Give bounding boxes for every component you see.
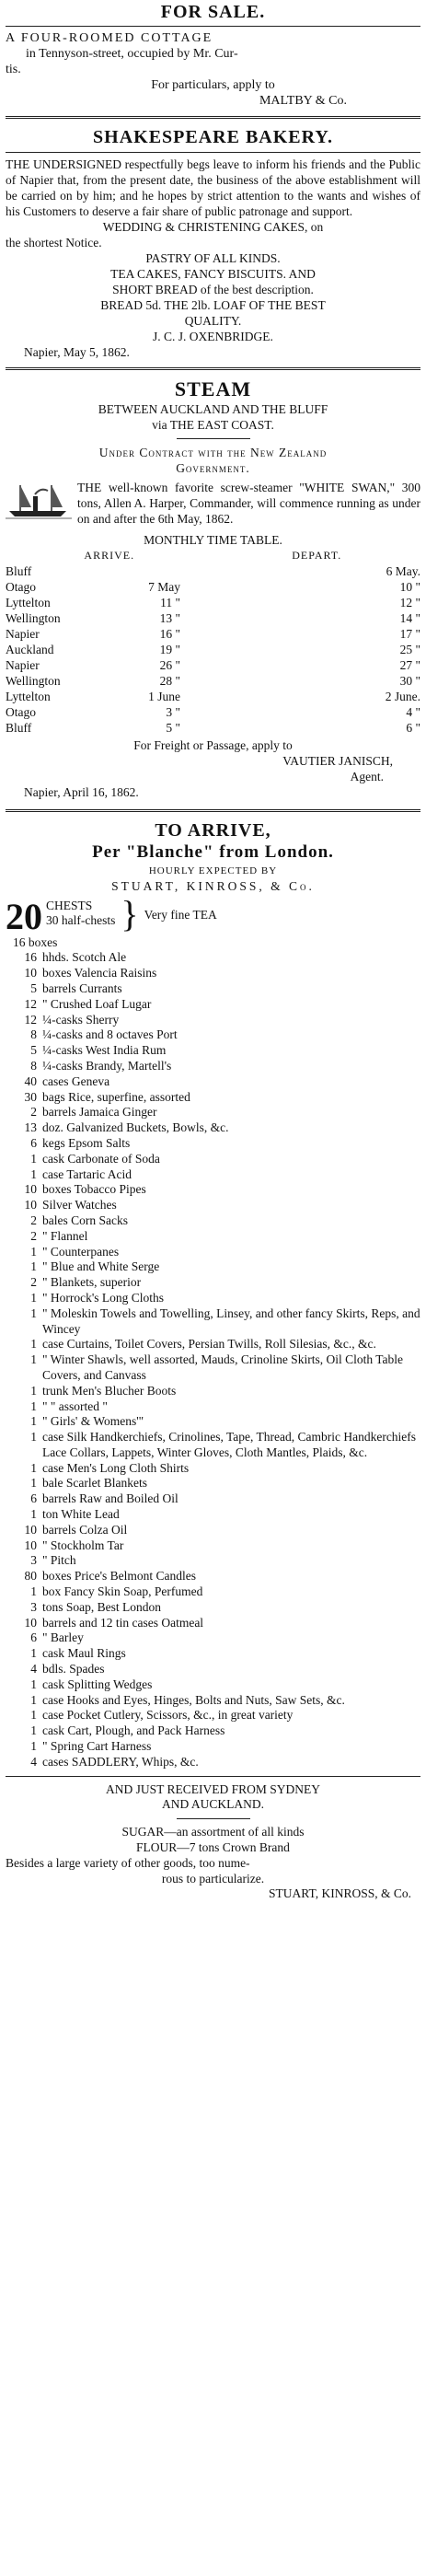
goods-item <box>11 1291 420 1306</box>
goods-item <box>11 1646 420 1662</box>
goods-item <box>11 1352 420 1384</box>
arrive-hourly: HOURLY EXPECTED BY <box>148 865 278 876</box>
bakery-line-1: WEDDING & CHRISTENING CAKES, on <box>102 220 324 234</box>
depart-date: 27 " <box>399 658 420 672</box>
goods-description: box Fancy Skin Soap, Perfumed <box>42 1584 203 1599</box>
bakery-line-5: SHORT BREAD of the best description. <box>112 283 314 296</box>
goods-description: barrels Currants <box>42 981 122 995</box>
arrive-date: 7 May <box>148 580 180 594</box>
arrive-place: Auckland <box>6 643 54 656</box>
bakery-date: Napier, May 5, 1862. <box>24 345 130 359</box>
goods-quantity: 1 <box>30 1739 37 1754</box>
goods-description: case Hooks and Eyes, Hinges, Bolts and Nuts, Saw Sets, &c. <box>42 1692 345 1707</box>
depart-date: 30 " <box>399 674 420 688</box>
timetable <box>6 563 420 736</box>
arrive-place: Lyttelton <box>6 596 51 609</box>
timetable-arrive <box>6 579 180 595</box>
timetable-depart <box>191 673 420 689</box>
timetable-depart <box>191 610 420 626</box>
timetable-arrive <box>6 689 180 704</box>
divider <box>6 809 420 812</box>
arrive-place: Wellington <box>6 674 61 688</box>
goods-item <box>11 1523 420 1538</box>
depart-date: 6 May. <box>386 564 420 578</box>
steam-contract-1: Under Contract with the New Zealand <box>98 446 328 459</box>
goods-description: " Winter Shawls, well assorted, Mauds, Crinoline Skirts, Oil Cloth Table Covers, and Canvass <box>42 1352 403 1382</box>
goods-description: cask Splitting Wedges <box>42 1677 153 1691</box>
goods-quantity: 5 <box>30 981 37 995</box>
for-sale-body <box>6 30 420 109</box>
timetable-header <box>6 548 420 563</box>
goods-item <box>11 1723 420 1739</box>
goods-quantity: 1 <box>30 1244 37 1259</box>
arrive-place: Bluff <box>6 564 32 578</box>
timetable-row <box>6 563 420 579</box>
goods-item <box>11 1074 420 1090</box>
goods-quantity: 6 <box>30 1630 37 1645</box>
goods-description: bale Scarlet Blankets <box>42 1476 147 1491</box>
closing-firm: STUART, KINROSS, & Co. <box>269 1886 411 1901</box>
goods-quantity: 10 <box>24 1522 37 1537</box>
goods-item <box>11 1167 420 1183</box>
arrive-date: 19 " <box>159 643 180 656</box>
arrive-place: Napier <box>6 627 40 641</box>
goods-quantity: 2 <box>30 1105 37 1120</box>
timetable-row <box>6 642 420 657</box>
arrive-date: 11 " <box>160 596 180 609</box>
goods-description: " Crushed Loaf Lugar <box>42 996 152 1011</box>
for-sale-firm: MALTBY & Co. <box>259 94 347 108</box>
arrive-place: Wellington <box>6 611 61 625</box>
sugar-line: SUGAR—an assortment of all kinds <box>121 1825 305 1839</box>
for-sale-line-1: A FOUR-ROOMED COTTAGE <box>6 31 213 45</box>
tea-quantity: 20 <box>6 895 42 937</box>
timetable-depart <box>191 657 420 673</box>
goods-item <box>11 997 420 1013</box>
goods-item <box>11 1027 420 1043</box>
bakery-line-2: the shortest Notice. <box>6 236 102 249</box>
divider <box>177 1818 250 1819</box>
goods-description: " Moleskin Towels and Towelling, Linsey, and other fancy Skirts, Reps, and Wincey <box>42 1305 420 1336</box>
goods-quantity: 2 <box>30 1228 37 1243</box>
steamship-icon <box>6 480 72 520</box>
goods-item <box>11 1229 420 1245</box>
depart-date: 12 " <box>399 596 420 609</box>
timetable-depart <box>191 563 420 579</box>
depart-date: 14 " <box>399 611 420 625</box>
arrive-date: 26 " <box>159 658 180 672</box>
goods-description: ¼-casks West India Rum <box>42 1043 167 1058</box>
divider <box>6 1776 420 1777</box>
arrive-label: ARRIVE. <box>84 549 135 562</box>
goods-quantity: 12 <box>24 996 37 1011</box>
goods-item <box>11 1507 420 1523</box>
timetable-depart <box>191 642 420 657</box>
goods-description: trunk Men's Blucher Boots <box>42 1383 177 1398</box>
timetable-row <box>6 595 420 610</box>
goods-quantity: 1 <box>30 1352 37 1367</box>
received-line-1: AND JUST RECEIVED FROM SYDNEY <box>105 1781 321 1796</box>
goods-item <box>11 1259 420 1275</box>
goods-description: boxes Valencia Raisins <box>42 966 157 981</box>
steam-date: Napier, April 16, 1862. <box>24 785 139 799</box>
goods-quantity: 2 <box>30 1275 37 1290</box>
goods-description: barrels Colza Oil <box>42 1522 128 1537</box>
goods-item <box>11 1569 420 1584</box>
timetable-depart <box>191 720 420 736</box>
tea-description: Very fine TEA <box>144 907 217 922</box>
arrive-date: 28 " <box>159 674 180 688</box>
goods-description: " Blue and White Serge <box>42 1259 160 1274</box>
goods-item <box>11 1708 420 1723</box>
goods-item <box>11 1043 420 1059</box>
goods-item <box>11 1414 420 1430</box>
timetable-row <box>6 704 420 720</box>
goods-quantity: 1 <box>30 1290 37 1305</box>
goods-quantity: 6 <box>30 1135 37 1150</box>
depart-date: 4 " <box>406 705 420 719</box>
steam-agent-name: VAUTIER JANISCH, <box>282 754 393 768</box>
goods-quantity: 8 <box>30 1027 37 1042</box>
goods-item <box>11 1630 420 1646</box>
goods-quantity: 1 <box>30 1677 37 1691</box>
goods-description: case Pocket Cutlery, Scissors, &c., in great variety <box>42 1708 294 1723</box>
timetable-row <box>6 657 420 673</box>
goods-item <box>11 966 420 981</box>
goods-quantity: 1 <box>30 1723 37 1738</box>
depart-label: DEPART. <box>292 549 342 562</box>
arrive-firm: STUART, KINROSS, & Co. <box>111 878 315 893</box>
divider <box>6 152 420 153</box>
goods-quantity: 12 <box>24 1012 37 1027</box>
arrive-date: 3 " <box>166 705 180 719</box>
goods-description: " Counterpanes <box>42 1244 120 1259</box>
goods-quantity: 1 <box>30 1692 37 1707</box>
timetable-arrive <box>6 673 180 689</box>
goods-description: doz. Galvanized Buckets, Bowls, &c. <box>42 1120 229 1135</box>
depart-date: 17 " <box>399 627 420 641</box>
goods-item <box>11 1275 420 1291</box>
goods-description: bags Rice, superfine, assorted <box>42 1089 190 1104</box>
arrive-date: 5 " <box>166 721 180 735</box>
goods-quantity: 1 <box>30 1305 37 1320</box>
bakery-line-4: TEA CAKES, FANCY BISCUITS. AND <box>110 267 316 281</box>
goods-description: " Spring Cart Harness <box>42 1739 152 1754</box>
goods-quantity: 10 <box>24 1198 37 1213</box>
goods-item <box>11 1136 420 1152</box>
goods-item <box>11 1384 420 1399</box>
divider <box>177 438 250 439</box>
for-sale-section <box>6 0 420 24</box>
goods-item <box>11 1090 420 1106</box>
besides-line-2: rous to particularize. <box>161 1871 265 1886</box>
depart-date: 25 " <box>399 643 420 656</box>
goods-quantity: 16 <box>24 950 37 965</box>
steam-paragraph: THE well-known favorite screw-steamer "WHITE SWAN," 300 tons, Allen A. Harper, Commander, will commence running as under on and after the 6th May, 1862. <box>77 481 420 526</box>
steam-contract-2: Government. <box>176 461 250 475</box>
depart-date: 10 " <box>399 580 420 594</box>
goods-description: ¼-casks Brandy, Martell's <box>42 1058 172 1073</box>
goods-quantity: 40 <box>24 1073 37 1088</box>
goods-description: " Barley <box>42 1630 84 1645</box>
goods-item <box>11 1013 420 1028</box>
goods-item <box>11 1662 420 1677</box>
goods-quantity: 1 <box>30 1151 37 1166</box>
divider <box>6 367 420 370</box>
timetable-arrive <box>6 704 180 720</box>
goods-item <box>11 1461 420 1477</box>
goods-description: " Horrock's Long Cloths <box>42 1290 165 1305</box>
timetable-arrive <box>6 563 180 579</box>
goods-description: " Stockholm Tar <box>42 1537 124 1552</box>
depart-date: 2 June. <box>385 690 420 703</box>
goods-description: " Girls' & Womens'" <box>42 1414 144 1429</box>
timetable-depart <box>191 689 420 704</box>
goods-quantity: 10 <box>24 966 37 981</box>
timetable-title: MONTHLY TIME TABLE. <box>144 533 282 547</box>
goods-quantity: 6 <box>30 1491 37 1506</box>
bakery-line-6: BREAD 5d. THE 2lb. LOAF OF THE BEST <box>100 298 326 312</box>
goods-description: tons Soap, Best London <box>42 1599 162 1614</box>
goods-quantity: 10 <box>24 1182 37 1197</box>
arrive-body <box>6 864 420 1902</box>
arrive-place: Bluff <box>6 721 32 735</box>
bakery-paragraph: THE UNDERSIGNED respectfully begs leave to inform his friends and the Public of Napier that, from the present date, the business of the above establishment will be carried on by him; and he hopes by strict attention to the wants and wishes of his Customers to deserve a fair share of public patronage and support. <box>6 157 420 218</box>
goods-quantity: 10 <box>24 1537 37 1552</box>
goods-description: barrels Raw and Boiled Oil <box>42 1491 178 1506</box>
goods-quantity: 1 <box>30 1476 37 1491</box>
goods-item <box>11 950 420 966</box>
goods-quantity: 3 <box>30 1553 37 1568</box>
goods-description: cask Cart, Plough, and Pack Harness <box>42 1723 225 1738</box>
for-sale-line-3: tis. <box>6 63 21 76</box>
arrive-place: Otago <box>6 705 36 719</box>
bakery-line-3: PASTRY OF ALL KINDS. <box>145 251 281 265</box>
goods-item <box>11 1213 420 1229</box>
tea-block <box>6 892 420 937</box>
goods-description: cask Carbonate of Soda <box>42 1151 160 1166</box>
goods-quantity: 1 <box>30 1460 37 1475</box>
goods-description: barrels and 12 tin cases Oatmeal <box>42 1615 204 1630</box>
goods-description: barrels Jamaica Ginger <box>42 1105 157 1120</box>
timetable-depart <box>191 704 420 720</box>
goods-description: " " assorted " <box>42 1398 108 1413</box>
goods-description: case Tartaric Acid <box>42 1166 132 1181</box>
arrive-date: 1 June <box>148 690 180 703</box>
goods-item <box>11 1693 420 1709</box>
arrive-subtitle: Per "Blanche" from London. <box>92 842 334 862</box>
depart-date: 6 " <box>406 721 420 735</box>
arrive-title: TO ARRIVE, <box>155 820 271 841</box>
bakery-line-7: QUALITY. <box>184 314 242 328</box>
goods-item <box>11 1739 420 1755</box>
goods-description: boxes Tobacco Pipes <box>42 1182 146 1197</box>
goods-description: hhds. Scotch Ale <box>42 950 127 965</box>
tea-chests-2: 30 half-chests <box>46 913 116 928</box>
arrive-place: Otago <box>6 580 36 594</box>
goods-item <box>11 1677 420 1693</box>
goods-description: ¼-casks Sherry <box>42 1012 120 1027</box>
arrive-place: Napier <box>6 658 40 672</box>
goods-quantity: 1 <box>30 1708 37 1723</box>
arrive-date: 13 " <box>159 611 180 625</box>
goods-item <box>11 1105 420 1120</box>
goods-item <box>11 1476 420 1491</box>
timetable-arrive <box>6 626 180 642</box>
goods-quantity: 2 <box>30 1213 37 1227</box>
goods-item <box>11 1430 420 1461</box>
goods-quantity: 1 <box>30 1430 37 1445</box>
timetable-depart <box>191 595 420 610</box>
for-sale-apply: For particulars, apply to <box>151 78 275 92</box>
goods-item <box>11 1399 420 1415</box>
goods-description: kegs Epsom Salts <box>42 1135 131 1150</box>
arrive-place: Lyttelton <box>6 690 51 703</box>
timetable-row <box>6 579 420 595</box>
goods-item <box>11 1553 420 1569</box>
goods-item <box>11 1755 420 1770</box>
goods-description: bales Corn Sacks <box>42 1213 128 1227</box>
steam-agent-title: Agent. <box>350 770 384 783</box>
timetable-arrive <box>6 657 180 673</box>
goods-item <box>11 1198 420 1213</box>
goods-quantity: 1 <box>30 1414 37 1429</box>
divider <box>6 116 420 119</box>
timetable-depart <box>191 626 420 642</box>
goods-quantity: 80 <box>24 1569 37 1584</box>
goods-quantity: 30 <box>24 1089 37 1104</box>
timetable-row <box>6 626 420 642</box>
goods-quantity: 10 <box>24 1615 37 1630</box>
goods-quantity: 5 <box>30 1043 37 1058</box>
goods-quantity: 1 <box>30 1166 37 1181</box>
goods-description: boxes Price's Belmont Candles <box>42 1569 197 1584</box>
goods-description: " Flannel <box>42 1228 88 1243</box>
goods-item <box>11 1059 420 1074</box>
goods-description: bdls. Spades <box>42 1662 105 1677</box>
goods-quantity: 1 <box>30 1337 37 1352</box>
steam-subtitle-1: BETWEEN AUCKLAND AND THE BLUFF <box>98 402 328 416</box>
tea-chests-1: CHESTS <box>46 898 93 912</box>
goods-item <box>11 1245 420 1260</box>
goods-item <box>11 1306 420 1338</box>
timetable-arrive <box>6 720 180 736</box>
goods-item <box>11 1120 420 1136</box>
besides-line-1: Besides a large variety of other goods, too nume- <box>6 1855 250 1870</box>
timetable-arrive <box>6 610 180 626</box>
steam-body <box>6 401 420 800</box>
goods-item <box>11 1600 420 1616</box>
goods-item <box>11 1337 420 1352</box>
goods-description: cases Geneva <box>42 1073 110 1088</box>
goods-quantity: 3 <box>30 1599 37 1614</box>
goods-quantity: 1 <box>30 1646 37 1661</box>
steam-subtitle-2: via THE EAST COAST. <box>152 418 274 432</box>
goods-item <box>11 1584 420 1600</box>
flour-line: FLOUR—7 tons Crown Brand <box>136 1840 290 1855</box>
timetable-row <box>6 610 420 626</box>
goods-item <box>11 1491 420 1507</box>
goods-list <box>11 950 420 1770</box>
goods-item <box>11 1182 420 1198</box>
for-sale-title: FOR SALE. <box>160 2 266 22</box>
goods-description: Silver Watches <box>42 1198 117 1213</box>
bakery-body <box>6 157 420 360</box>
goods-quantity: 13 <box>24 1120 37 1135</box>
steam-title: STEAM <box>174 377 252 400</box>
steam-freight: For Freight or Passage, apply to <box>133 738 293 752</box>
goods-description: " Blankets, superior <box>42 1275 142 1290</box>
goods-item <box>11 1152 420 1167</box>
divider <box>6 26 420 27</box>
timetable-arrive <box>6 642 180 657</box>
tea-chests <box>46 899 115 930</box>
goods-description: case Men's Long Cloth Shirts <box>42 1460 190 1475</box>
goods-description: cask Maul Rings <box>42 1646 126 1661</box>
goods-description: case Silk Handkerchiefs, Crinolines, Tape, Thread, Cambric Handkerchiefs Lace Collars, Lappets, Winter Gloves, Cloth Mantles, Plaids, &c. <box>42 1430 417 1459</box>
timetable-row <box>6 689 420 704</box>
timetable-row <box>6 673 420 689</box>
timetable-depart <box>191 579 420 595</box>
goods-quantity: 1 <box>30 1584 37 1599</box>
arrive-date: 16 " <box>159 627 180 641</box>
goods-description: case Curtains, Toilet Covers, Persian Twills, Roll Silesias, &c., &c. <box>42 1337 376 1352</box>
goods-quantity: 1 <box>30 1383 37 1398</box>
goods-description: cases SADDLERY, Whips, &c. <box>42 1754 199 1769</box>
goods-quantity: 4 <box>30 1662 37 1677</box>
goods-quantity: 1 <box>30 1398 37 1413</box>
goods-quantity: 1 <box>30 1259 37 1274</box>
bakery-signature: J. C. J. OXENBRIDGE. <box>153 330 273 343</box>
brace-icon: } <box>121 892 139 934</box>
steam-intro <box>6 480 420 527</box>
bakery-title: SHAKESPEARE BAKERY. <box>93 127 333 147</box>
goods-description: ¼-casks and 8 octaves Port <box>42 1027 178 1042</box>
timetable-arrive <box>6 595 180 610</box>
goods-item <box>11 981 420 997</box>
timetable-row <box>6 720 420 736</box>
goods-item <box>11 1538 420 1554</box>
tea-chests-3: 16 boxes <box>13 934 58 949</box>
received-line-2: AND AUCKLAND. <box>162 1797 264 1812</box>
newspaper-page <box>6 0 420 1902</box>
goods-quantity: 1 <box>30 1507 37 1522</box>
for-sale-line-2: in Tennyson-street, occupied by Mr. Cur- <box>26 47 238 61</box>
goods-description: ton White Lead <box>42 1507 120 1522</box>
goods-quantity: 4 <box>30 1754 37 1769</box>
goods-item <box>11 1616 420 1631</box>
goods-quantity: 8 <box>30 1058 37 1073</box>
goods-description: " Pitch <box>42 1553 76 1568</box>
